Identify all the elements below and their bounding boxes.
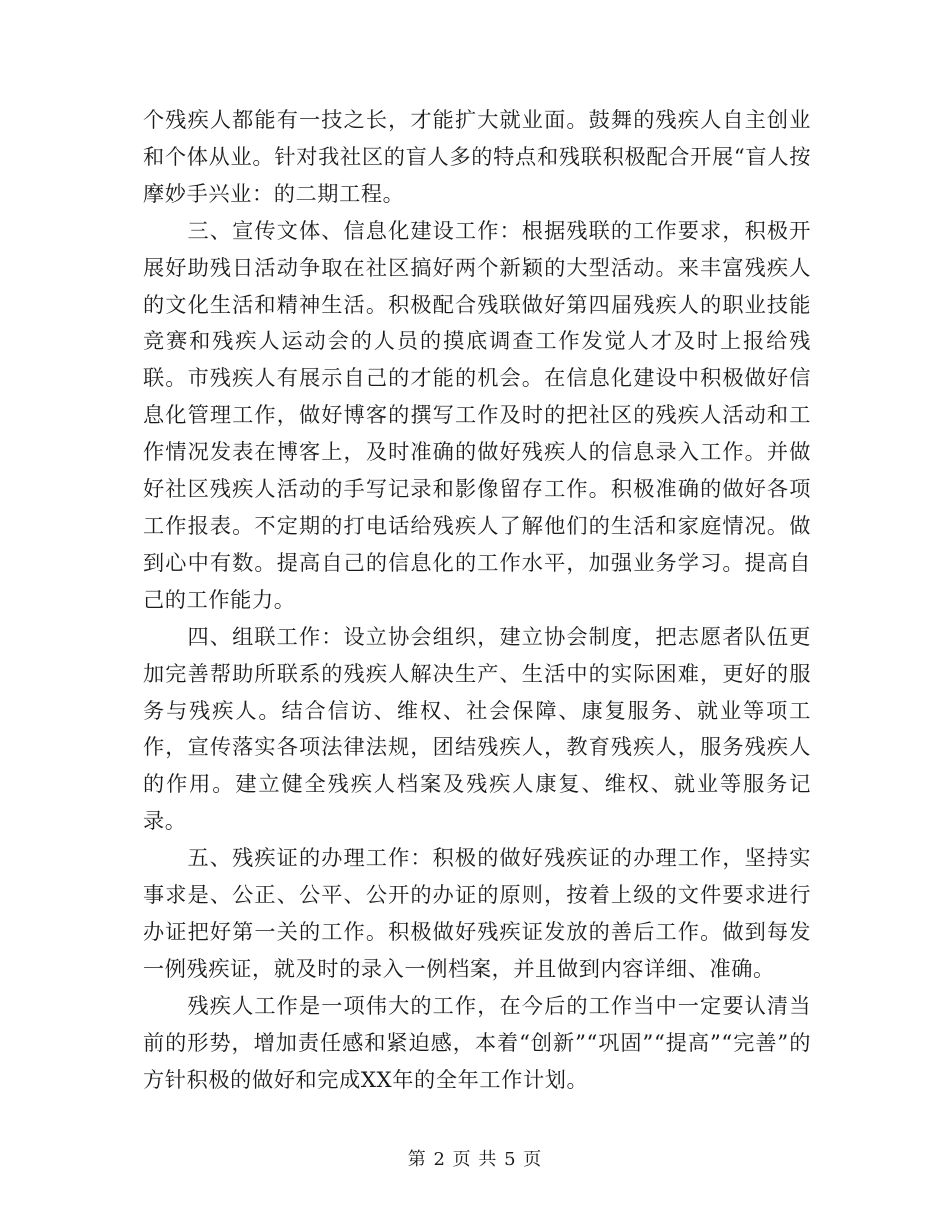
paragraph-section-five: 五、残疾证的办理工作：积极的做好残疾证的办理工作，坚持实事求是、公正、公平、公开的办证的原则，按着上级的文件要求进行办证把好第一关的工作。积极做好残疾证发放的善后工作。做到每发一例残疾证，就及时的录入一例档案，并且做到内容详细、准确。: [143, 845, 811, 981]
paragraph-continuation: 个残疾人都能有一技之长，才能扩大就业面。鼓舞的残疾人自主创业和个体从业。针对我社区的盲人多的特点和残联积极配合开展“盲人按摩妙手兴业：的二期工程。: [143, 107, 811, 206]
paragraph-section-three: 三、宣传文体、信息化建设工作：根据残联的工作要求，积极开展好助残日活动争取在社区搞好两个新颖的大型活动。来丰富残疾人的文化生活和精神生活。积极配合残联做好第四届残疾人的职业技能竞赛和残疾人运动会的人员的摸底调查工作发觉人才及时上报给残联。市残疾人有展示自己的才能的机会。在信息化建设中积极做好信息化管理工作，做好博客的撰写工作及时的把社区的残疾人活动和工作情况发表在博客上，及时准确的做好残疾人的信息录入工作。并做好社区残疾人活动的手写记录和影像留存工作。积极准确的做好各项工作报表。不定期的打电话给残疾人了解他们的生活和家庭情况。做到心中有数。提高自己的信息化的工作水平，加强业务学习。提高自己的工作能力。: [143, 217, 811, 612]
paragraph-section-four: 四、组联工作：设立协会组织，建立协会制度，把志愿者队伍更加完善帮助所联系的残疾人解决生产、生活中的实际困难，更好的服务与残疾人。结合信访、维权、社会保障、康复服务、就业等项工作，宣传落实各项法律法规，团结残疾人，教育残疾人，服务残疾人的作用。建立健全残疾人档案及残疾人康复、维权、就业等服务记录。: [143, 623, 811, 834]
page-number-footer: 第 2 页 共 5 页: [407, 1149, 543, 1170]
document-body: [143, 102, 811, 1098]
paragraph-conclusion: 残疾人工作是一项伟大的工作，在今后的工作当中一定要认清当前的形势，增加责任感和紧迫感，本着“创新”“巩固”“提高”“完善”的方针积极的做好和完成XX年的全年工作计划。: [143, 992, 811, 1092]
